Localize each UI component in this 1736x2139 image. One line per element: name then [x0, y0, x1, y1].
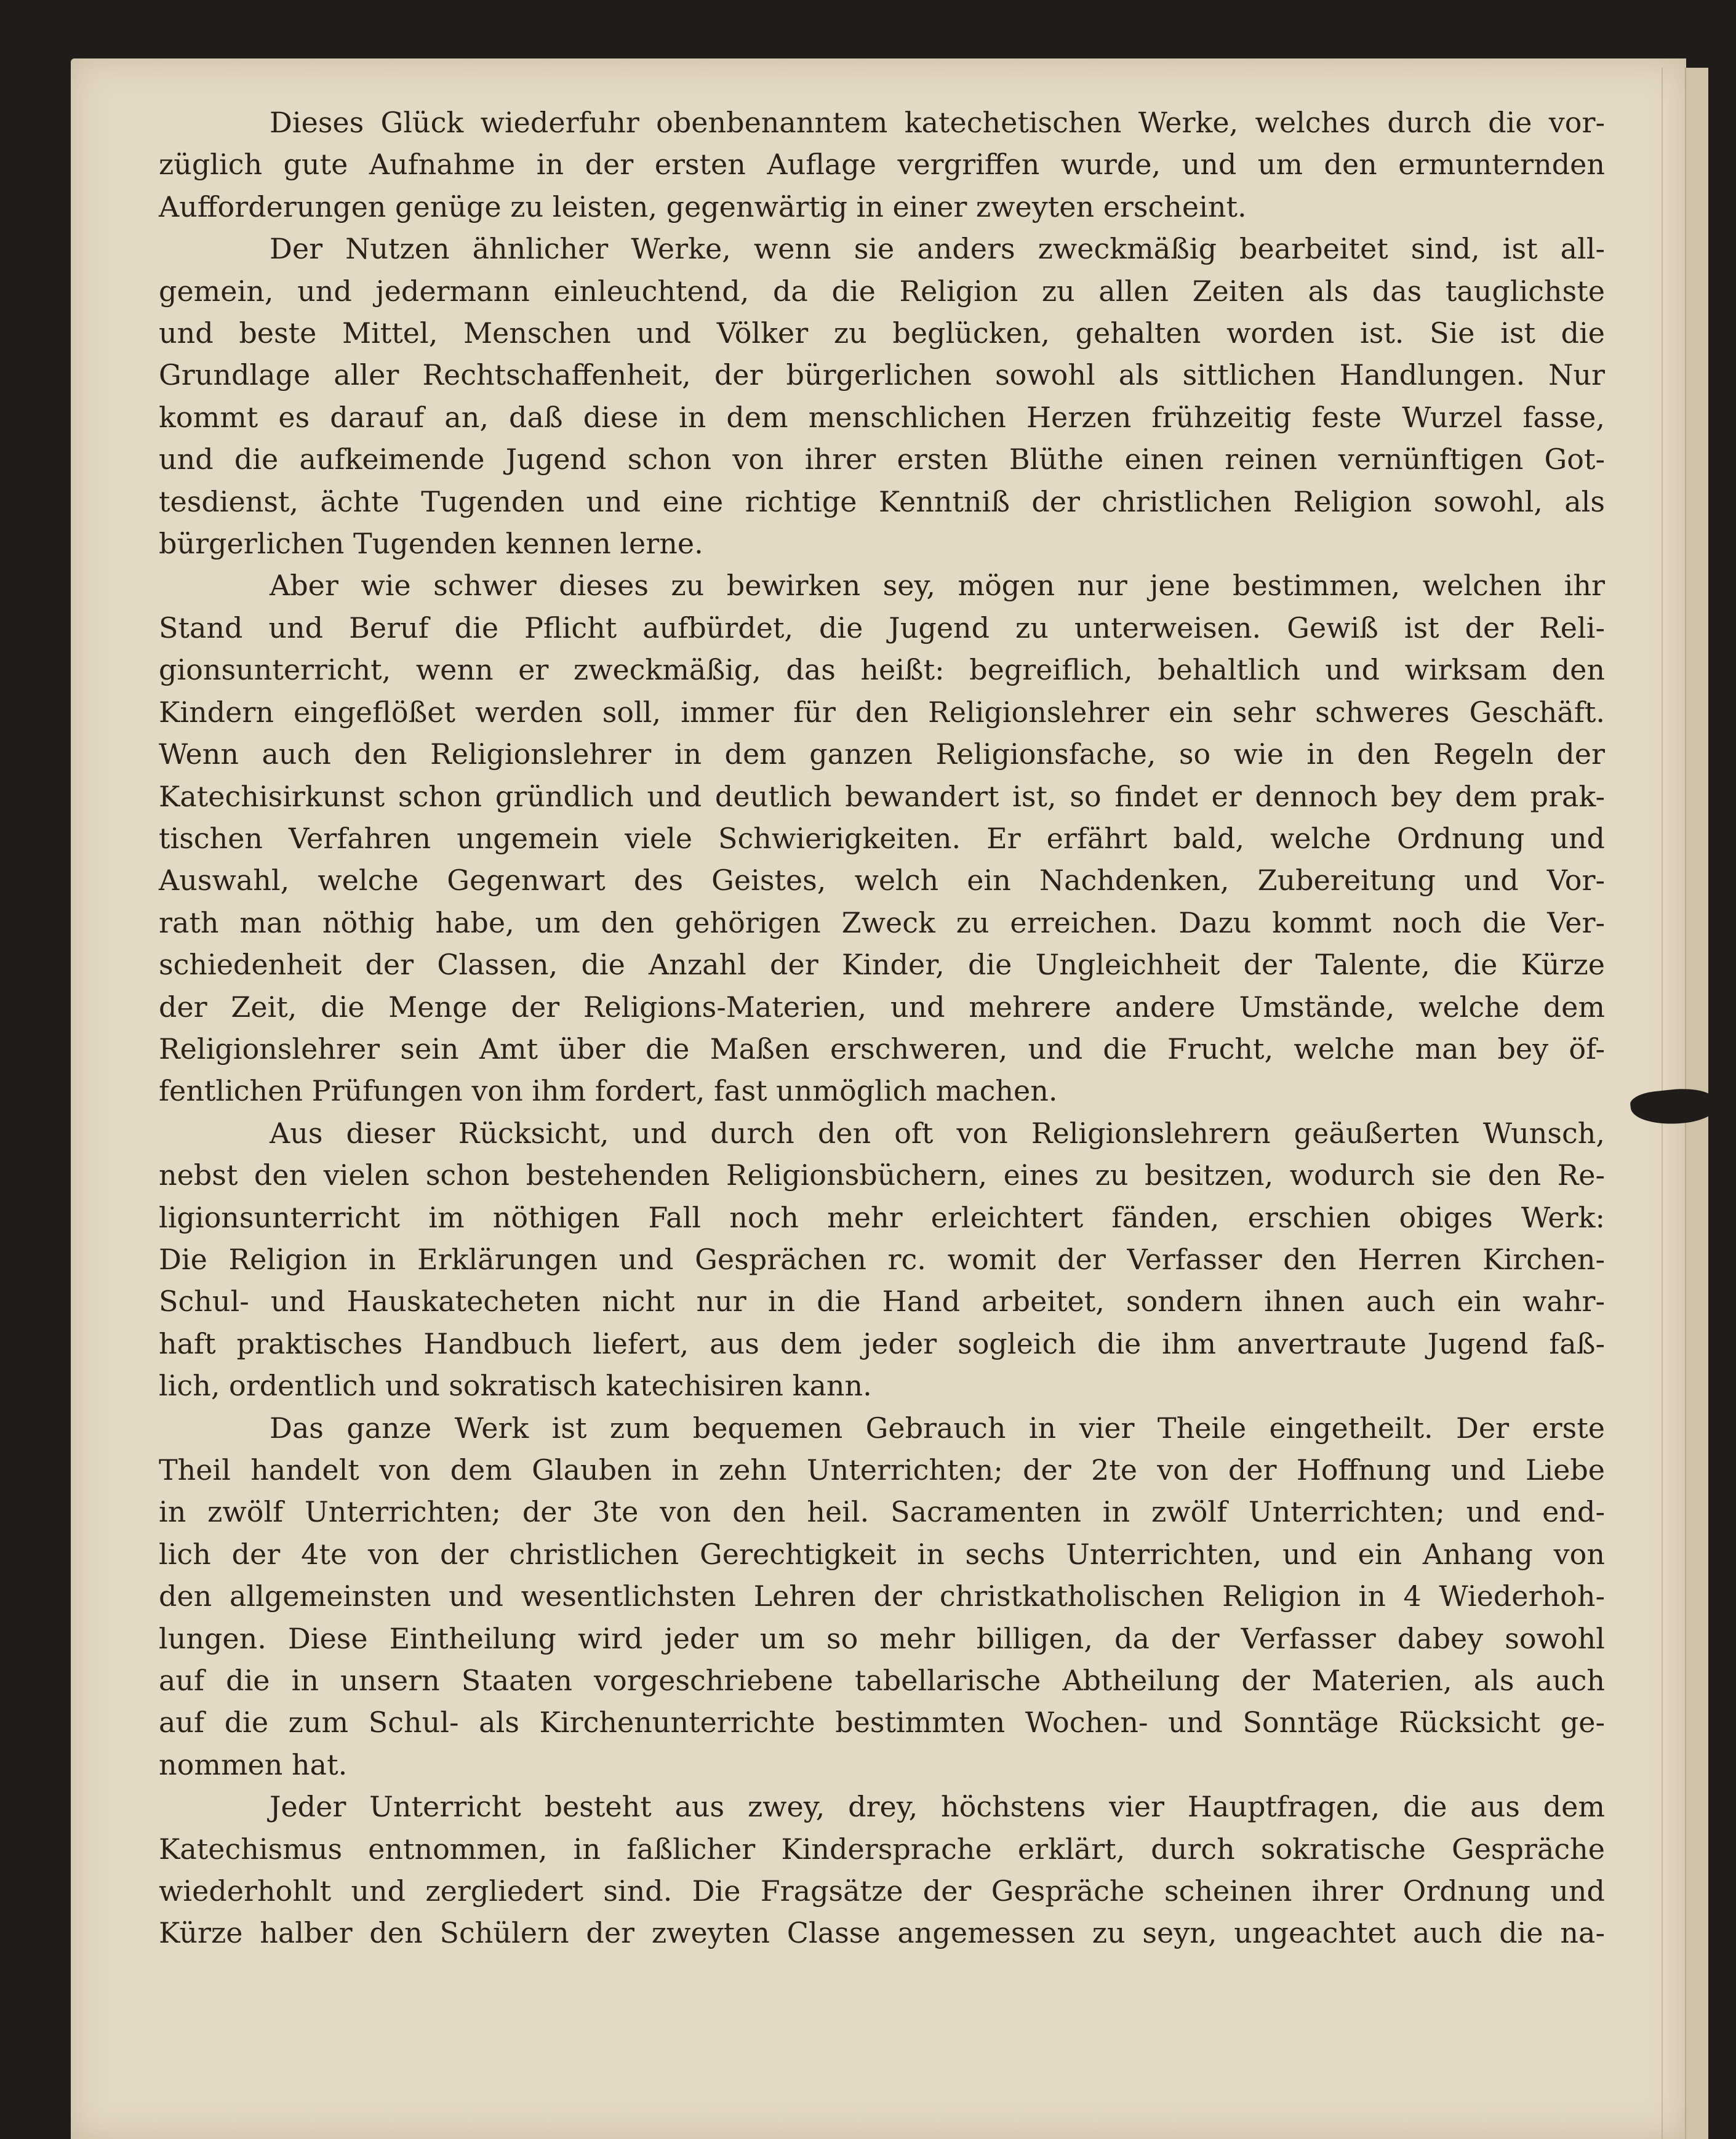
text-line: tesdienst, ächte Tugenden und eine richtige Kenntniß der christlichen Religion sowohl, als [159, 484, 1605, 518]
text-line: Theil handelt von dem Glauben in zehn Unterrichten; der 2te von der Hoffnung und Liebe [159, 1453, 1605, 1487]
text-line: haft praktisches Handbuch liefert, aus dem jeder sogleich die ihm anvertraute Jugend faß- [159, 1326, 1605, 1360]
text-line: Die Religion in Erklärungen und Gesprächen rc. womit der Verfasser den Herren Kirchen- [159, 1242, 1605, 1276]
text-line: den allgemeinsten und wesentlichsten Lehren der christkatholischen Religion in 4 Wiederhoh- [159, 1579, 1605, 1613]
text-line: schiedenheit der Classen, die Anzahl der Kinder, die Ungleichheit der Talente, die Kürze [159, 948, 1605, 982]
text-line: Auswahl, welche Gegenwart des Geistes, welch ein Nachdenken, Zubereitung und Vor- [159, 864, 1605, 897]
text-line: der Zeit, die Menge der Religions-Materien, und mehrere andere Umstände, welche dem [159, 990, 1605, 1024]
text-line: Stand und Beruf die Pflicht aufbürdet, die Jugend zu unterweisen. Gewiß ist der Reli- [159, 611, 1605, 644]
text-line: Jeder Unterricht besteht aus zwey, drey, höchstens vier Hauptfragen, die aus dem [270, 1790, 1605, 1824]
text-line: Religionslehrer sein Amt über die Maßen erschweren, und die Frucht, welche man bey öf- [159, 1032, 1605, 1065]
text-line: Kindern eingeflößet werden soll, immer für den Religionslehrer ein sehr schweres Geschäft. [159, 695, 1605, 729]
text-line: auf die zum Schul- als Kirchenunterrichte bestimmten Wochen- und Sonntäge Rücksicht ge- [159, 1706, 1605, 1740]
text-line: fentlichen Prüfungen von ihm fordert, fast unmöglich machen. [159, 1074, 1058, 1108]
text-line: Aus dieser Rücksicht, und durch den oft von Religionslehrern geäußerten Wunsch, [270, 1116, 1605, 1150]
text-line: lungen. Diese Eintheilung wird jeder um so mehr billigen, da der Verfasser dabey sowohl [159, 1621, 1605, 1655]
text-line: auf die in unsern Staaten vorgeschriebene tabellarische Abtheilung der Materien, als auch [159, 1664, 1605, 1698]
text-line: gionsunterricht, wenn er zweckmäßig, das heißt: begreiflich, behaltlich und wirksam den [159, 653, 1605, 687]
text-line: Grundlage aller Rechtschaffenheit, der bürgerlichen sowohl als sittlichen Handlungen. Nur [159, 358, 1605, 392]
text-line: und beste Mittel, Menschen und Völker zu beglücken, gehalten worden ist. Sie ist die [159, 316, 1605, 350]
text-line: nebst den vielen schon bestehenden Religionsbüchern, eines zu besitzen, wodurch sie den Re- [159, 1158, 1605, 1192]
text-line: kommt es darauf an, daß diese in dem menschlichen Herzen frühzeitig feste Wurzel fasse, [159, 400, 1605, 434]
text-line: Kürze halber den Schülern der zweyten Classe angemessen zu seyn, ungeachtet auch die na- [159, 1916, 1605, 1950]
body-text [159, 102, 1605, 1954]
text-line: lich der 4te von der christlichen Gerechtigkeit in sechs Unterrichten, und ein Anhang von [159, 1537, 1605, 1571]
text-line: wiederhohlt und zergliedert sind. Die Fragsätze der Gespräche scheinen ihrer Ordnung und [159, 1874, 1605, 1908]
text-line: Das ganze Werk ist zum bequemen Gebrauch in vier Theile eingetheilt. Der erste [270, 1411, 1605, 1445]
text-line: Katechisirkunst schon gründlich und deutlich bewandert ist, so findet er dennoch bey dem prak- [159, 779, 1605, 813]
text-line: Der Nutzen ähnlicher Werke, wenn sie anders zweckmäßig bearbeitet sind, ist all- [270, 232, 1605, 266]
text-line: züglich gute Aufnahme in der ersten Auflage vergriffen wurde, und um den ermunternden [159, 148, 1605, 182]
text-line: bürgerlichen Tugenden kennen lerne. [159, 527, 703, 561]
text-line: Aufforderungen genüge zu leisten, gegenwärtig in einer zweyten erscheint. [159, 190, 1247, 223]
text-line: tischen Verfahren ungemein viele Schwierigkeiten. Er erfährt bald, welche Ordnung und [159, 821, 1605, 855]
text-line: gemein, und jedermann einleuchtend, da die Religion zu allen Zeiten als das tauglichste [159, 274, 1605, 308]
text-line: Aber wie schwer dieses zu bewirken sey, mögen nur jene bestimmen, welchen ihr [270, 569, 1605, 603]
text-line: Schul- und Hauskatecheten nicht nur in die Hand arbeitet, sondern ihnen auch ein wahr- [159, 1285, 1605, 1318]
text-line: nommen hat. [159, 1748, 348, 1781]
text-line: ligionsunterricht im nöthigen Fall noch mehr erleichtert fänden, erschien obiges Werk: [159, 1200, 1605, 1234]
text-line: lich, ordentlich und sokratisch katechisiren kann. [159, 1369, 872, 1403]
text-line: Katechismus entnommen, in faßlicher Kindersprache erklärt, durch sokratische Gespräche [159, 1832, 1605, 1866]
text-line: in zwölf Unterrichten; der 3te von den heil. Sacramenten in zwölf Unterrichten; und end- [159, 1495, 1605, 1529]
text-line: Dieses Glück wiederfuhr obenbenanntem katechetischen Werke, welches durch die vor- [270, 106, 1605, 139]
text-line: Wenn auch den Religionslehrer in dem ganzen Religionsfache, so wie in den Regeln der [159, 737, 1605, 771]
text-line: rath man nöthig habe, um den gehörigen Zweck zu erreichen. Dazu kommt noch die Ver- [159, 905, 1605, 939]
text-line: und die aufkeimende Jugend schon von ihrer ersten Blüthe einen reinen vernünftigen Got- [159, 443, 1605, 476]
